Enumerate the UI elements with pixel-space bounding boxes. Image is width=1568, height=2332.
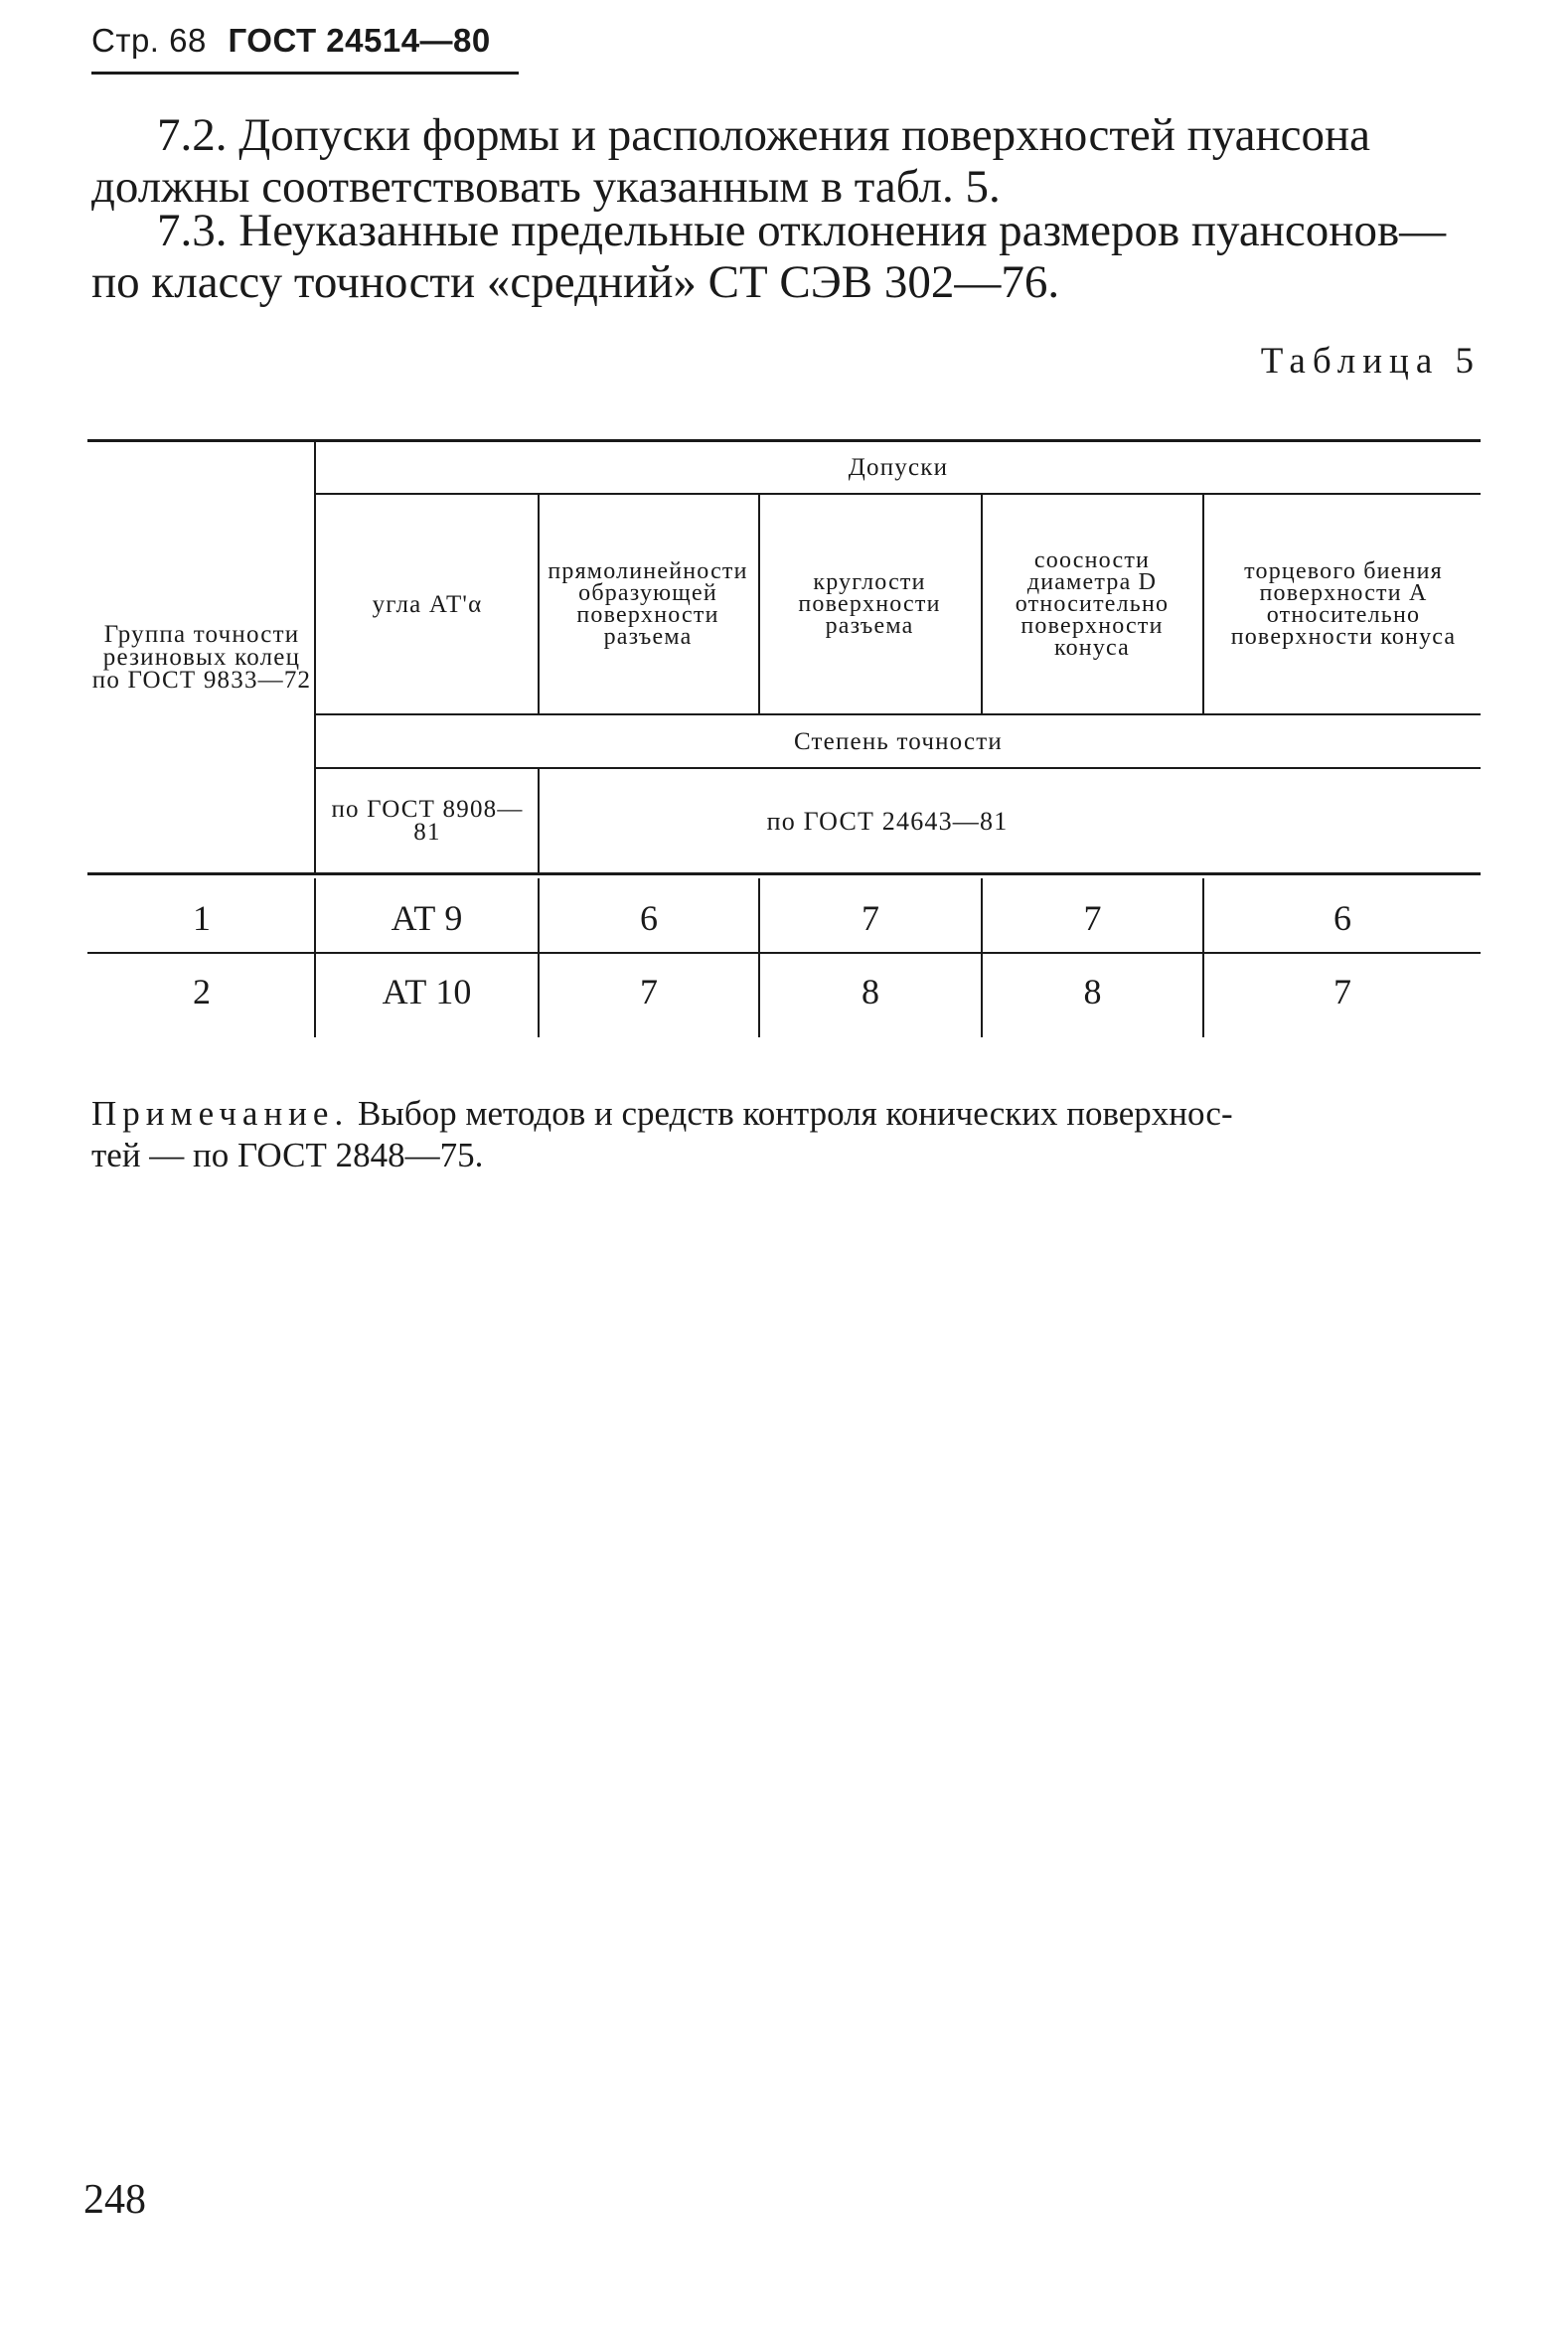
vline-col-1 — [538, 495, 540, 713]
column-header-angle — [328, 495, 527, 713]
row-1-coaxiality: 7 — [1083, 898, 1102, 938]
note-label: Примечание. — [91, 1094, 350, 1133]
note-line-2: тей — по ГОСТ 2848—75. — [91, 1136, 484, 1174]
row-2-coaxiality: 8 — [1083, 972, 1102, 1011]
row-2-straightness: 7 — [640, 972, 658, 1011]
group-header-text: Группа точности резиновых колец по ГОСТ 9833—72 — [91, 621, 312, 694]
column-header-roundness — [765, 495, 974, 713]
paragraph-7-2-line-1: 7.2. Допуски формы и расположения поверхностей пуансона — [157, 109, 1371, 161]
vline-col-4 — [1202, 495, 1204, 713]
paragraph-7-2-line-2: должны соответствовать указанным в табл. 5. — [91, 161, 1001, 213]
standard-ref-2-text: по ГОСТ 24643—81 — [766, 806, 1009, 836]
precision-header-text: Степень точности — [794, 727, 1003, 755]
column-header-coaxiality-text: соосности диаметра D относительно поверхности конуса — [1015, 547, 1170, 661]
column-header-runout — [1209, 495, 1478, 713]
note-line-1: Выбор методов и средств контроля конических поверхнос- — [357, 1094, 1233, 1133]
page-number: 248 — [83, 2177, 146, 2223]
row-1-straightness: 6 — [640, 898, 658, 938]
precision-header-cell — [316, 715, 1481, 767]
column-header-angle-text: угла АТ'α — [372, 590, 483, 618]
standard-ref-1-cell — [328, 769, 527, 872]
column-header-runout-text: торцевого биения поверхности А относительно поверхности конуса — [1230, 558, 1457, 650]
column-header-straightness — [545, 495, 751, 713]
row-1-angle: АТ 9 — [391, 898, 463, 938]
tolerances-header-text: Допуски — [848, 454, 949, 481]
table-note — [91, 1093, 1483, 1176]
paragraph-7-3-line-2: по классу точности «средний» СТ СЭВ 302—76. — [91, 256, 1060, 308]
vline-col-2 — [758, 495, 760, 713]
page-label: Стр. 68 — [91, 22, 207, 59]
tolerances-header-cell — [316, 442, 1481, 493]
table-caption: Таблица 5 — [1260, 341, 1481, 382]
row-2-group: 2 — [193, 972, 211, 1011]
vline-col-3 — [981, 495, 983, 713]
column-header-coaxiality — [988, 495, 1196, 713]
column-header-straightness-text: прямолинейности образующей поверхности разъема — [548, 558, 748, 650]
group-header-cell — [91, 442, 312, 872]
row-separator — [87, 952, 1481, 954]
standard-ref-1-text: по ГОСТ 8908—81 — [331, 796, 524, 846]
row-2-angle: АТ 10 — [382, 972, 472, 1011]
row-1-group: 1 — [193, 898, 211, 938]
standard-ref-2-cell — [540, 769, 1235, 872]
header-bottom-rule — [87, 872, 1481, 875]
paragraph-7-3-line-1: 7.3. Неуказанные предельные отклонения размеров пуансонов— — [157, 205, 1447, 256]
column-header-roundness-text: круглости поверхности разъема — [798, 569, 941, 639]
row-1-roundness: 7 — [862, 898, 879, 938]
row-2-runout: 7 — [1333, 972, 1351, 1011]
vline-group-header — [314, 442, 316, 872]
row-1-runout: 6 — [1333, 898, 1351, 938]
tolerance-table — [0, 0, 1568, 1093]
standard-code: ГОСТ 24514—80 — [228, 22, 491, 59]
row-2-roundness: 8 — [862, 972, 879, 1011]
